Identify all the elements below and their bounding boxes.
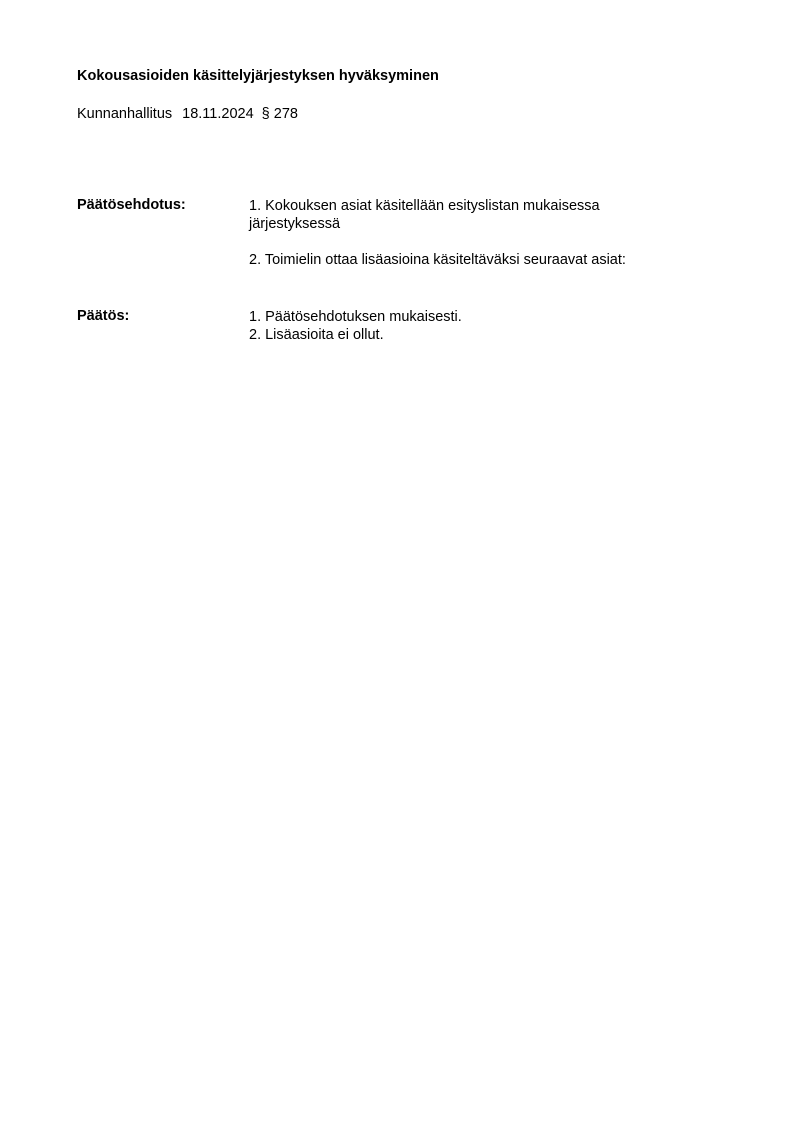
document-title: Kokousasioiden käsittelyjärjestyksen hyväksyminen: [77, 68, 439, 84]
meeting-section: § 278: [261, 106, 298, 122]
meeting-info: [77, 106, 298, 122]
meeting-date: 18.11.2024: [182, 106, 254, 122]
decision-body: [249, 308, 689, 344]
meeting-body: Kunnanhallitus: [77, 106, 173, 122]
proposal-label: Päätösehdotus:: [77, 197, 186, 213]
decision-label: Päätös:: [77, 308, 130, 324]
proposal-item: 2. Toimielin ottaa lisäasioina käsiteltäväksi seuraavat asiat:: [249, 252, 626, 268]
proposal-item: 1. Kokouksen asiat käsitellään esityslistan mukaisessa järjestyksessä: [249, 198, 600, 232]
decision-section: [77, 308, 717, 348]
decision-item: 2. Lisäasioita ei ollut.: [249, 327, 384, 343]
decision-item: 1. Päätösehdotuksen mukaisesti.: [249, 309, 462, 325]
proposal-body: [249, 197, 689, 269]
proposal-section: [77, 197, 717, 277]
